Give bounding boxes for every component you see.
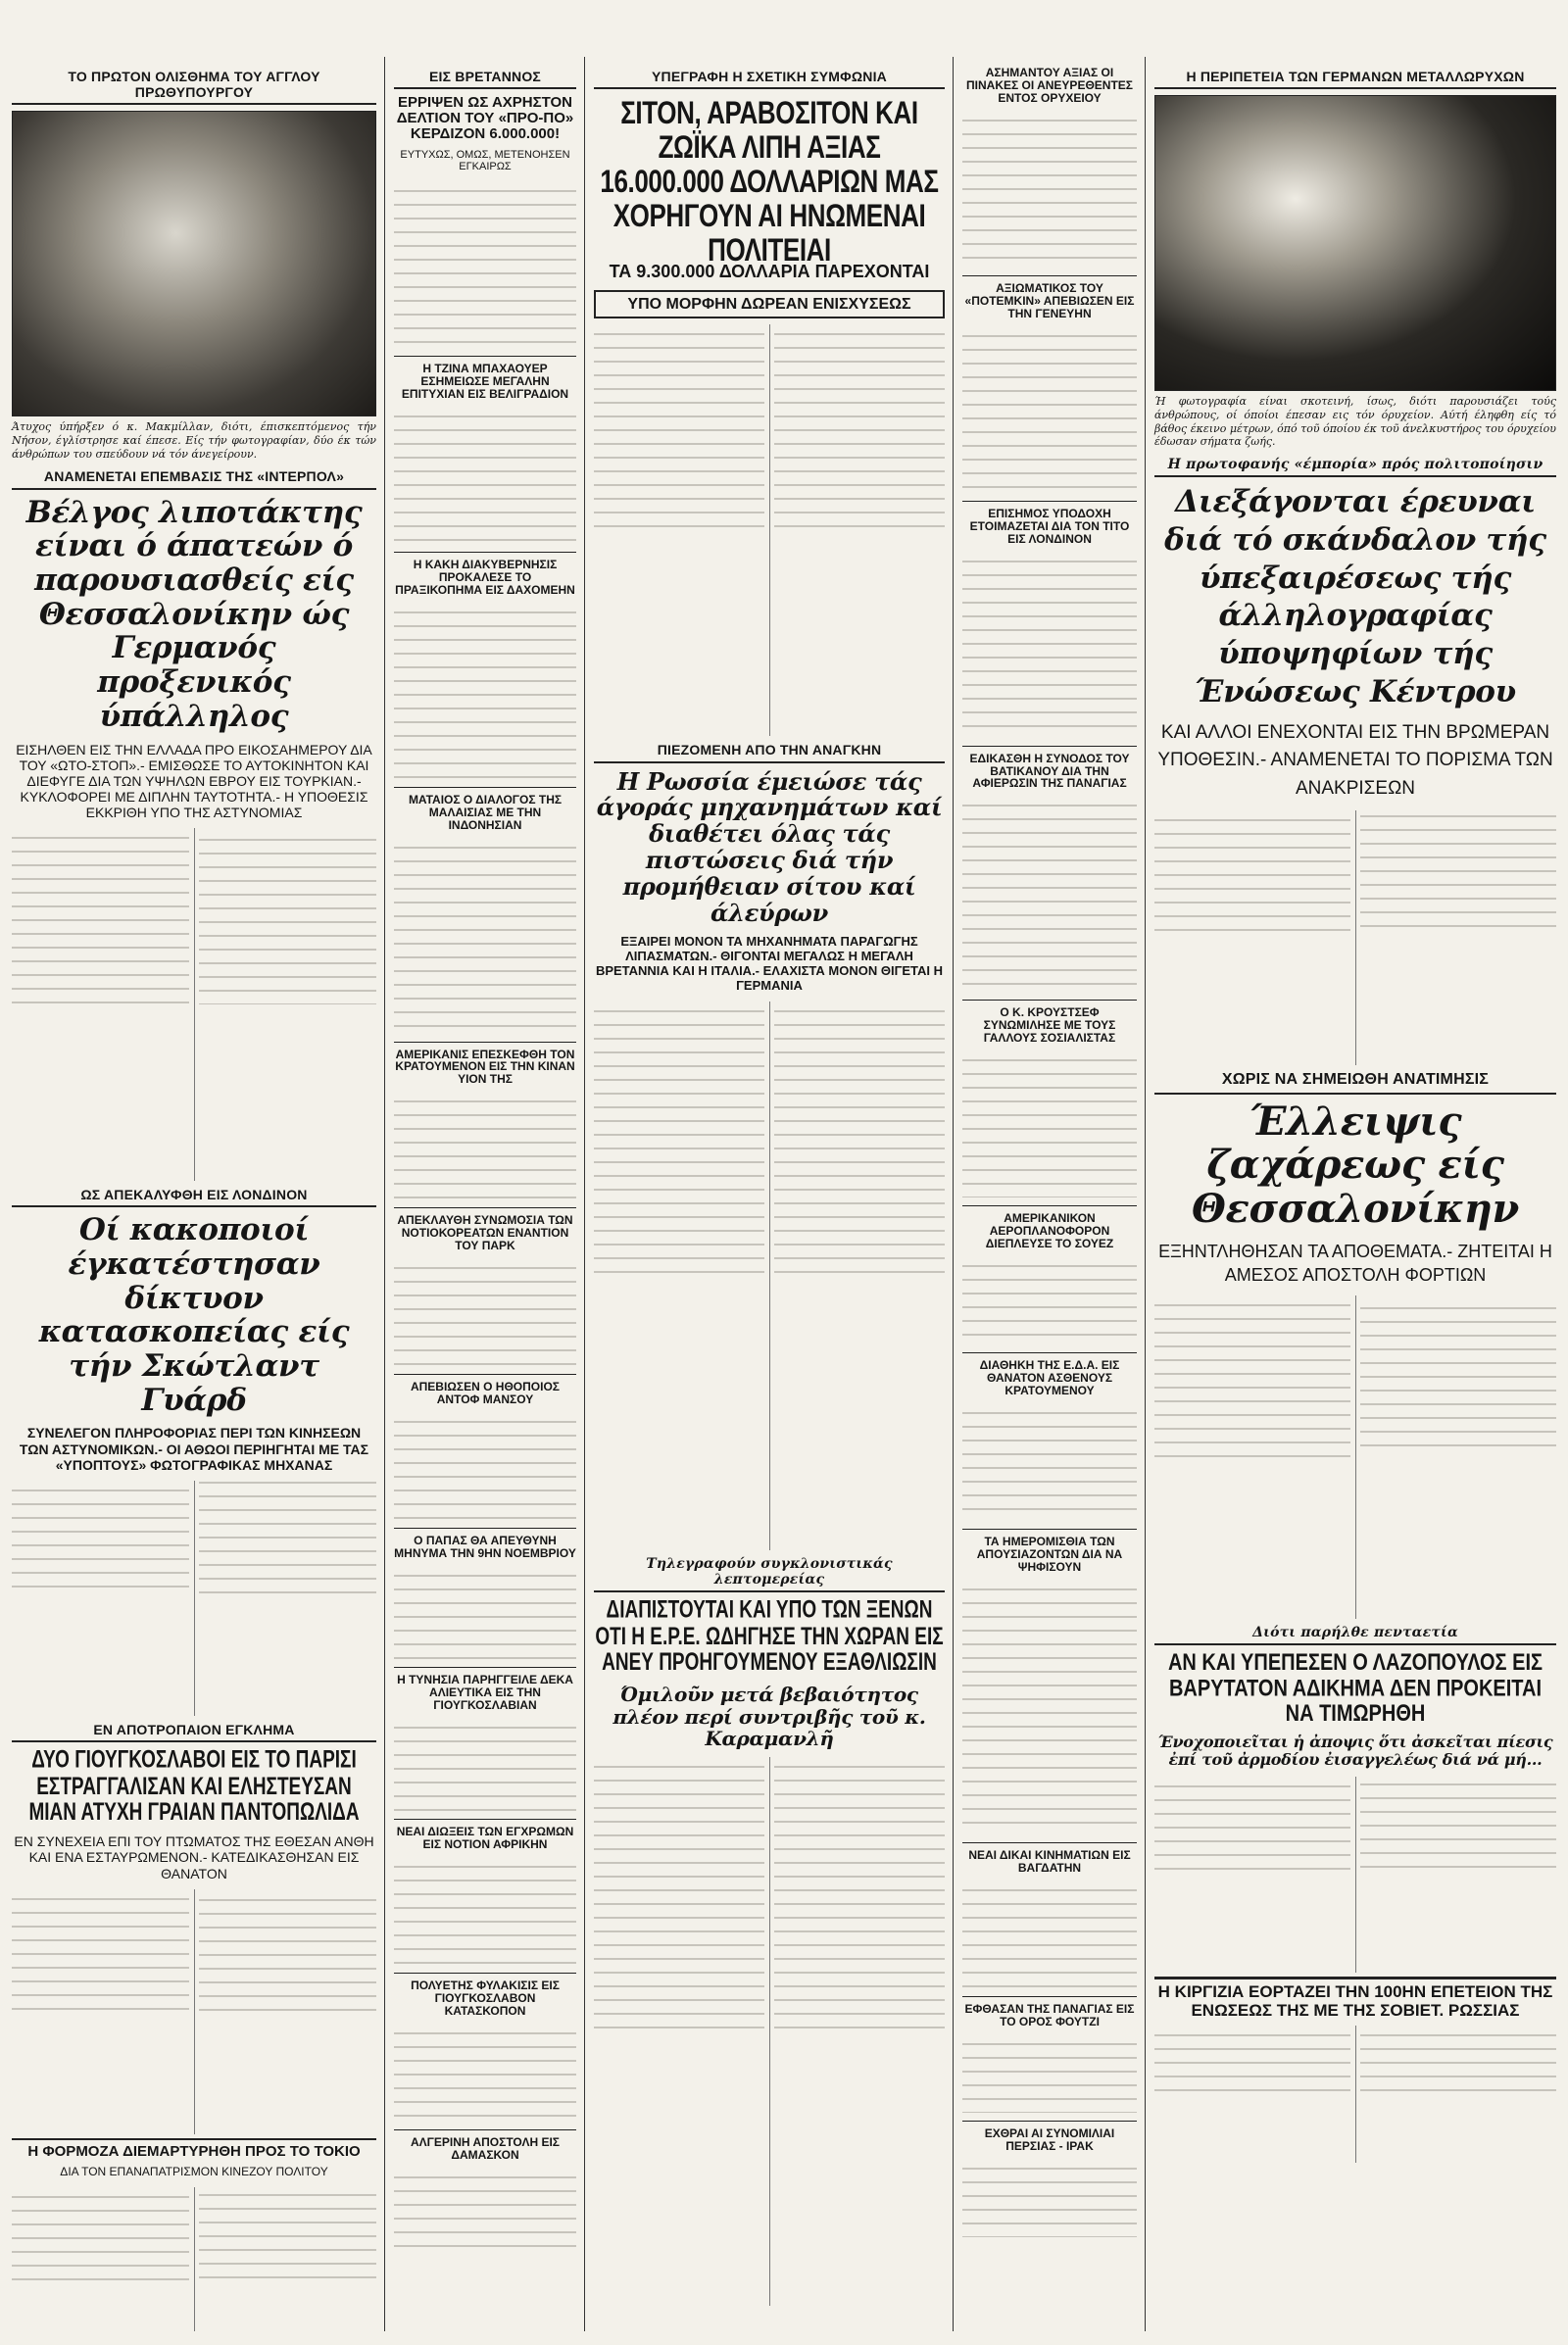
story-body [394, 1857, 576, 1965]
story-subheadline: Όμιλοῦν μετά βεβαιότητος πλέον περί συντριβῆς τοῦ κ. Καραμανλῆ [612, 1683, 926, 1751]
col5-kicker: Η ΠΕΡΙΠΕΤΕΙΑ ΤΩΝ ΓΕΡΜΑΝΩΝ ΜΕΤΑΛΛΩΡΥΧΩΝ [1154, 67, 1556, 89]
story-body [962, 1403, 1137, 1521]
story-body [962, 1580, 1137, 1834]
story-headline: ΕΠΙΣΗΜΟΣ ΥΠΟΔΟΧΗ ΕΤΟΙΜΑΖΕΤΑΙ ΔΙΑ ΤΟΝ ΤΙΤΟ ΕΙΣ ΛΟΝΔΙΝΟΝ [969, 506, 1130, 546]
story-headline: Έλλειψις ζαχάρεως είς Θεσσαλονίκην [1192, 1098, 1519, 1233]
story-body [962, 111, 1137, 268]
story-body [394, 407, 576, 544]
story-body [962, 2034, 1137, 2113]
story-subheadline: ΕΞΗΝΤΛΗΘΗΣΑΝ ΤΑ ΑΠΟΘΕΜΑΤΑ.- ΖΗΤΕΙΤΑΙ Η ΑΜΕΣΟΣ ΑΠΟΣΤΟΛΗ ΦΟΡΤΙΩΝ [1158, 1241, 1552, 1286]
photo-caption: Άτυχος ύπήρξεν ό κ. Μακμίλλαν, διότι, έπισκεπτόμενος τήν Νήσον, έγλίστρησε καί έπεσε. Είς τήν φωτογραφίαν, δύο έκ τών άνθρώπων του σπεύδουν νά τόν άνεγείρουν. [12, 420, 376, 461]
column-center [588, 63, 951, 2331]
story-body [394, 1566, 576, 1659]
story-headline: Η Ρωσσία έμειώσε τάς άγοράς μηχανημάτων καί διαθέτει όλας τάς πιστώσεις διά τήν προμήθειαν σίτου καί άλεύρων [596, 766, 943, 927]
story-body [962, 552, 1137, 738]
story-subheadline: ΣΥΝΕΛΕΓΟΝ ΠΛΗΡΟΦΟΡΙΑΣ ΠΕΡΙ ΤΩΝ ΚΙΝΗΣΕΩΝ ΤΩΝ ΑΣΤΥΝΟΜΙΚΩΝ.- ΟΙ ΑΘΩΟΙ ΠΕΡΙΗΓΗΤΑΙ ΜΕ ΤΑΣ «ΥΠΟΠΤΟΥΣ» ΦΩΤΟΓΡΑΦΙΚΑΣ ΜΗΧΑΝΑΣ [19, 1425, 369, 1473]
column-4 [956, 63, 1143, 2331]
story-headline: Η ΤΖΙΝΑ ΜΠΑΧΑΟΥΕΡ ΕΣΗΜΕΙΩΣΕ ΜΕΓΑΛΗΝ ΕΠΙΤΥΧΙΑΝ ΕΙΣ ΒΕΛΙΓΡΑΔΙΟΝ [401, 361, 569, 401]
story-headline: ΕΔΙΚΑΣΘΗ Η ΣΥΝΟΔΟΣ ΤΟΥ ΒΑΤΙΚΑΝΟΥ ΔΙΑ ΤΗΝ ΑΦΙΕΡΩΣΙΝ ΤΗΣ ΠΑΝΑΓΙΑΣ [969, 751, 1130, 791]
story-kicker: Διότι παρήλθε πενταετία [1154, 1623, 1556, 1645]
story-headline: ΝΕΑΙ ΔΙΩΞΕΙΣ ΤΩΝ ΕΓΧΡΩΜΩΝ ΕΙΣ ΝΟΤΙΟΝ ΑΦΡΙΚΗΝ [396, 1824, 574, 1851]
story-headline: ΜΑΤΑΙΟΣ Ο ΔΙΑΛΟΓΟΣ ΤΗΣ ΜΑΛΑΙΣΙΑΣ ΜΕ ΤΗΝ ΙΝΔΟΝΗΣΙΑΝ [408, 792, 563, 832]
story-subheadline: ΕΥΤΥΧΩΣ, ΟΜΩΣ, ΜΕΤΕΝΟΗΣΕΝ ΕΓΚΑΙΡΩΣ [400, 148, 570, 173]
column-rule [1145, 57, 1146, 2331]
story-headline: ΑΜΕΡΙΚΑΝΙΣ ΕΠΕΣΚΕΦΘΗ ΤΟΝ ΚΡΑΤΟΥΜΕΝΟΝ ΕΙΣ ΤΗΝ ΚΙΝΑΝ ΥΙΟΝ ΤΗΣ [395, 1047, 575, 1087]
story-headline: ΑΠΕΚΛΑΥΘΗ ΣΥΝΩΜΟΣΙΑ ΤΩΝ ΝΟΤΙΟΚΟΡΕΑΤΩΝ ΕΝΑΝΤΙΟΝ ΤΟΥ ΠΑΡΚ [397, 1213, 573, 1253]
story-kicker: ΥΠΕΓΡΑΦΗ Η ΣΧΕΤΙΚΗ ΣΥΜΦΩΝΙΑ [594, 67, 945, 89]
column-1 [6, 63, 382, 2331]
story-headline: Οί κακοποιοί έγκατέστησαν δίκτυον κατασκοπείας είς τήν Σκώτλαντ Γυάρδ [38, 1212, 350, 1418]
story-body [394, 1092, 576, 1199]
story-kicker: ΕΙΣ ΒΡΕΤΑΝΝΟΣ [394, 67, 576, 89]
story-headline: ΑΝ ΚΑΙ ΥΠΕΠΕΣΕΝ Ο ΛΑΖΟΠΟΥΛΟΣ ΕΙΣ ΒΑΡΥΤΑΤΟΝ ΑΔΙΚΗΜΑ ΔΕΝ ΠΡΟΚΕΙΤΑΙ ΝΑ ΤΙΜΩΡΗΘΗ [1167, 1649, 1544, 1727]
photo-miners [1154, 95, 1556, 391]
story-subheadline: Ένοχοποιεῖται ἡ ἀποψις ὅτι ἀσκεῖται πίεσις ἐπί τοῦ ἀρμοδίου ἐισαγγελέως διά νά μή... [1157, 1733, 1553, 1770]
story-body [962, 326, 1137, 493]
story-headline: ΑΠΕΒΙΩΣΕΝ Ο ΗΘΟΠΟΙΟΣ ΑΝΤΟΦ ΜΑΝΣΟΥ [410, 1380, 561, 1407]
story-kicker: ΠΙΕΖΟΜΕΝΗ ΑΠΟ ΤΗΝ ΑΝΑΓΚΗΝ [594, 740, 945, 762]
story-body [962, 2159, 1137, 2237]
story-subheadline: ΕΝ ΣΥΝΕΧΕΙΑ ΕΠΙ ΤΟΥ ΠΤΩΜΑΤΟΣ ΤΗΣ ΕΘΕΣΑΝ ΑΝΘΗ ΚΑΙ ΕΝΑ ΕΣΤΑΥΡΩΜΕΝΟΝ.- ΚΑΤΕΔΙΚΑΣΘΗΣΑΝ ΕΙΣ ΘΑΝΑΤΟΝ [14, 1833, 374, 1881]
story-headline: Βέλγος λιποτάκτης είναι ό άπατεών ό παρουσιασθείς είς Θεσσαλονίκην ώς Γερμανός προξενικός ύπάλληλος [25, 494, 363, 734]
story-body [394, 2024, 576, 2122]
story-headline: ΝΕΑΙ ΔΙΚΑΙ ΚΙΝΗΜΑΤΙΩΝ ΕΙΣ ΒΑΓΔΑΤΗΝ [968, 1847, 1131, 1875]
story-body [394, 1718, 576, 1811]
story-headline: ΑΣΗΜΑΝΤΟΥ ΑΞΙΑΣ ΟΙ ΠΙΝΑΚΕΣ ΟΙ ΑΝΕΥΡΕΘΕΝΤΕΣ ΕΝΤΟΣ ΟΡΥΧΕΙΟΥ [966, 66, 1133, 105]
story-headline: Η ΚΙΡΓΙΖΙΑ ΕΟΡΤΑΖΕΙ ΤΗΝ 100ΗΝ ΕΠΕΤΕΙΟΝ ΤΗΣ ΕΝΩΣΕΩΣ ΤΗΣ ΜΕ ΤΗΣ ΣΟΒΙΕΤ. ΡΩΣΣΙΑΣ [1154, 1977, 1556, 2020]
story-headline: ΠΟΛΥΕΤΗΣ ΦΥΛΑΚΙΣΙΣ ΕΙΣ ΓΙΟΥΓΚΟΣΛΑΒΟΝ ΚΑΤΑΣΚΟΠΟΝ [411, 1978, 560, 2018]
story-headline: ΕΡΡΙΨΕΝ ΩΣ ΑΧΡΗΣΤΟΝ ΔΕΛΤΙΟΝ ΤΟΥ «ΠΡΟ-ΠΟ» ΚΕΡΔΙΖΟΝ 6.000.000! [396, 94, 574, 143]
story-body [962, 1050, 1137, 1197]
story-subheadline: ΕΞΑΙΡΕΙ ΜΟΝΟΝ ΤΑ ΜΗΧΑΝΗΜΑΤΑ ΠΑΡΑΓΩΓΗΣ ΛΙΠΑΣΜΑΤΩΝ.- ΘΙΓΟΝΤΑΙ ΜΕΓΑΛΩΣ Η ΜΕΓΑΛΗ ΒΡΕΤΑΝΝΙΑ ΚΑΙ Η ΙΤΑΛΙΑ.- ΕΛΑΧΙΣΤΑ ΜΟΝΟΝ ΘΙΓΕΤΑΙ Η ΓΕΡΜΑΝΙΑ [595, 933, 944, 993]
story-kicker: ΩΣ ΑΠΕΚΑΛΥΦΘΗ ΕΙΣ ΛΟΝΔΙΝΟΝ [12, 1185, 376, 1207]
story-body [12, 1481, 376, 1716]
column-rule [953, 57, 954, 2331]
story-headline: Η ΚΑΚΗ ΔΙΑΚΥΒΕΡΝΗΣΙΣ ΠΡΟΚΑΛΕΣΕ ΤΟ ΠΡΑΞΙΚΟΠΗΜΑ ΕΙΣ ΔΑΧΟΜΕΗΝ [395, 557, 575, 597]
story-body [1154, 1777, 1556, 1973]
column-rule [584, 57, 585, 2331]
photo-prime-minister [12, 111, 376, 416]
story-headline: ΕΧΘΡΑΙ ΑΙ ΣΥΝΟΜΙΛΙΑΙ ΠΕΡΣΙΑΣ - ΙΡΑΚ [984, 2125, 1115, 2153]
story-kicker: ΑΝΑΜΕΝΕΤΑΙ ΕΠΕΜΒΑΣΙΣ ΤΗΣ «ΙΝΤΕΡΠΟΛ» [12, 466, 376, 489]
column-rule [384, 57, 385, 2331]
main-subheadline-box: ΥΠΟ ΜΟΡΦΗΝ ΔΩΡΕΑΝ ΕΝΙΣΧΥΣΕΩΣ [594, 290, 945, 318]
story-body [594, 324, 945, 736]
main-headline: ΣΙΤΟΝ, ΑΡΑΒΟΣΙΤΟΝ ΚΑΙ ΖΩΪΚΑ ΛΙΠΗ ΑΞΙΑΣ 16.000.000 ΔΟΛΛΑΡΙΩΝ ΜΑΣ ΧΟΡΗΓΟΥΝ ΑΙ ΗΝΩΜΕΝΑΙ ΠΟΛΙΤΕΙΑΙ [600, 93, 939, 269]
story-headline: ΑΞΙΩΜΑΤΙΚΟΣ ΤΟΥ «ΠΟΤΕΜΚΙΝ» ΑΠΕΒΙΩΣΕΝ ΕΙΣ ΤΗΝ ΓΕΝΕΥΗΝ [964, 280, 1135, 320]
main-subheadline: ΤΑ 9.300.000 ΔΟΛΛΑΡΙΑ ΠΑΡΕΧΟΝΤΑΙ [609, 262, 930, 282]
story-body [12, 828, 376, 1181]
story-headline: Η ΦΟΡΜΟΖΑ ΔΙΕΜΑΡΤΥΡΗΘΗ ΠΡΟΣ ΤΟ ΤΟΚΙΟ [12, 2138, 376, 2160]
story-body [594, 1002, 945, 1550]
story-body [1154, 2026, 1556, 2163]
story-body [394, 1412, 576, 1520]
story-headline: Ο Κ. ΚΡΟΥΣΤΣΕΦ ΣΥΝΩΜΙΛΗΣΕ ΜΕ ΤΟΥΣ ΓΑΛΛΟΥΣ ΣΟΣΙΑΛΙΣΤΑΣ [983, 1005, 1116, 1046]
story-headline: Η ΤΥΝΗΣΙΑ ΠΑΡΗΓΓΕΙΛΕ ΔΕΚΑ ΑΛΙΕΥΤΙΚΑ ΕΙΣ ΤΗΝ ΓΙΟΥΓΚΟΣΛΑΒΙΑΝ [397, 1673, 573, 1712]
story-body [12, 1889, 376, 2134]
story-body [394, 838, 576, 1034]
story-body [1154, 810, 1556, 1065]
story-headline: ΑΛΓΕΡΙΝΗ ΑΠΟΣΤΟΛΗ ΕΙΣ ΔΑΜΑΣΚΟΝ [411, 2134, 560, 2162]
story-subheadline: ΚΑΙ ΑΛΛΟΙ ΕΝΕΧΟΝΤΑΙ ΕΙΣ ΤΗΝ ΒΡΩΜΕΡΑΝ ΥΠΟΘΕΣΙΝ.- ΑΝΑΜΕΝΕΤΑΙ ΤΟ ΠΟΡΙΣΜΑ ΤΩΝ ΑΝΑΚΡΙΣΕΩΝ [1157, 721, 1553, 799]
story-subheadline: ΔΙΑ ΤΟΝ ΕΠΑΝΑΠΑΤΡΙΣΜΟΝ ΚΙΝΕΖΟΥ ΠΟΛΙΤΟΥ [60, 2164, 328, 2178]
story-kicker: Η πρωτοφανής «έμπορία» πρός πολιτοποίησιν [1154, 455, 1556, 477]
col1-kicker: ΤΟ ΠΡΩΤΟΝ ΟΛΙΣΘΗΜΑ ΤΟΥ ΑΓΓΛΟΥ ΠΡΩΘΥΠΟΥΡΓΟΥ [12, 67, 376, 105]
story-kicker: ΕΝ ΑΠΟΤΡΟΠΑΙΟΝ ΕΓΚΛΗΜΑ [12, 1720, 376, 1742]
story-body [394, 2168, 576, 2256]
column-2 [388, 63, 582, 2331]
story-kicker: Τηλεγραφούν συγκλονιστικάς λεπτομερείας [594, 1554, 945, 1592]
story-headline: Ο ΠΑΠΑΣ ΘΑ ΑΠΕΥΘΥΝΗ ΜΗΝΥΜΑ ΤΗΝ 9ΗΝ ΝΟΕΜΒΡΙΟΥ [394, 1534, 576, 1561]
story-body [962, 1881, 1137, 1988]
story-headline: ΔΥΟ ΓΙΟΥΓΚΟΣΛΑΒΟΙ ΕΙΣ ΤΟ ΠΑΡΙΣΙ ΕΣΤΡΑΓΓΑΛΙΣΑΝ ΚΑΙ ΕΛΗΣΤΕΥΣΑΝ ΜΙΑΝ ΑΤΥΧΗ ΓΡΑΙΑΝ ΠΑΝΤΟΠΩΛΙΔΑ [28, 1746, 360, 1827]
story-subheadline: ΕΙΣΗΛΘΕΝ ΕΙΣ ΤΗΝ ΕΛΛΑΔΑ ΠΡΟ ΕΙΚΟΣΑΗΜΕΡΟΥ ΔΙΑ ΤΟΥ «ΩΤΟ-ΣΤΟΠ».- ΕΜΙΣΘΩΣΕ ΤΟ ΑΥΤΟΚΙΝΗΤΟΝ ΚΑΙ ΔΙΕΦΥΓΕ ΔΙΑ ΤΩΝ ΥΨΗΛΩΝ ΕΒΡΟΥ ΕΙΣ ΤΟΥΡΚΙΑΝ.- ΚΥΚΛΟΦΟΡΕΙ ΜΕ ΔΙΠΛΗΝ ΤΑΥΤΟΤΗΤΑ.- Η ΥΠΟΘΕΣΙΣ ΕΚΚΡΙΘΗ ΥΠΟ ΤΗΣ ΑΣΤΥΝΟΜΙΑΣ [16, 741, 372, 820]
story-kicker: ΧΩΡΙΣ ΝΑ ΣΗΜΕΙΩΘΗ ΑΝΑΤΙΜΗΣΙΣ [1154, 1069, 1556, 1094]
story-body [394, 603, 576, 779]
story-body [1154, 1295, 1556, 1619]
photo-caption: Ή φωτογραφία είναι σκοτεινή, ίσως, διότι παρουσιάζει τούς άνθρώπους, οί όποίοι έπεσαν εις τόν όρυχείον. Αύτή έληφθη είς τό βάθος έκεινο μέτρων, όπό τοῦ όποίου έκ τοῦ άνελκυστήρος του όρυχείου έδωσαν σήματα ζωής. [1154, 395, 1556, 449]
story-headline: ΤΑ ΗΜΕΡΟΜΙΣΘΙΑ ΤΩΝ ΑΠΟΥΣΙΑΖΟΝΤΩΝ ΔΙΑ ΝΑ ΨΗΦΙΣΟΥΝ [976, 1535, 1123, 1574]
story-headline: ΔΙΑΠΙΣΤΟΥΤΑΙ ΚΑΙ ΥΠΟ ΤΩΝ ΞΕΝΩΝ ΟΤΙ Η Ε.Ρ.Ε. ΩΔΗΓΗΣΕ ΤΗΝ ΧΩΡΑΝ ΕΙΣ ΑΝΕΥ ΠΡΟΗΓΟΥΜΕΝΟΥ ΕΞΑΘΛΙΩΣΙΝ [595, 1596, 944, 1677]
story-headline: Διεξάγονται έρευναι διά τό σκάνδαλον τής ύπεξαιρέσεως τής άλληλογραφίας ύποψηφίων τής Ένώσεως Κέντρου [1164, 484, 1546, 709]
story-body [962, 796, 1137, 992]
story-body [962, 1256, 1137, 1344]
story-body [594, 1757, 945, 2306]
story-headline: ΕΦΘΑΣΑΝ ΤΗΣ ΠΑΝΑΓΙΑΣ ΕΙΣ ΤΟ ΟΡΟΣ ΦΟΥΤΖΙ [964, 2001, 1135, 2028]
story-body [12, 2187, 376, 2331]
story-headline: ΔΙΑΘΗΚΗ ΤΗΣ Ε.Δ.Α. ΕΙΣ ΘΑΝΑΤΟΝ ΑΣΘΕΝΟΥΣ ΚΡΑΤΟΥΜΕΝΟΥ [979, 1358, 1120, 1398]
story-body [394, 1258, 576, 1366]
column-5 [1149, 63, 1562, 2331]
story-body [394, 181, 576, 348]
story-headline: ΑΜΕΡΙΚΑΝΙΚΟΝ ΑΕΡΟΠΛΑΝΟΦΟΡΟΝ ΔΙΕΠΛΕΥΣΕ ΤΟ ΣΟΥΕΖ [985, 1211, 1114, 1251]
